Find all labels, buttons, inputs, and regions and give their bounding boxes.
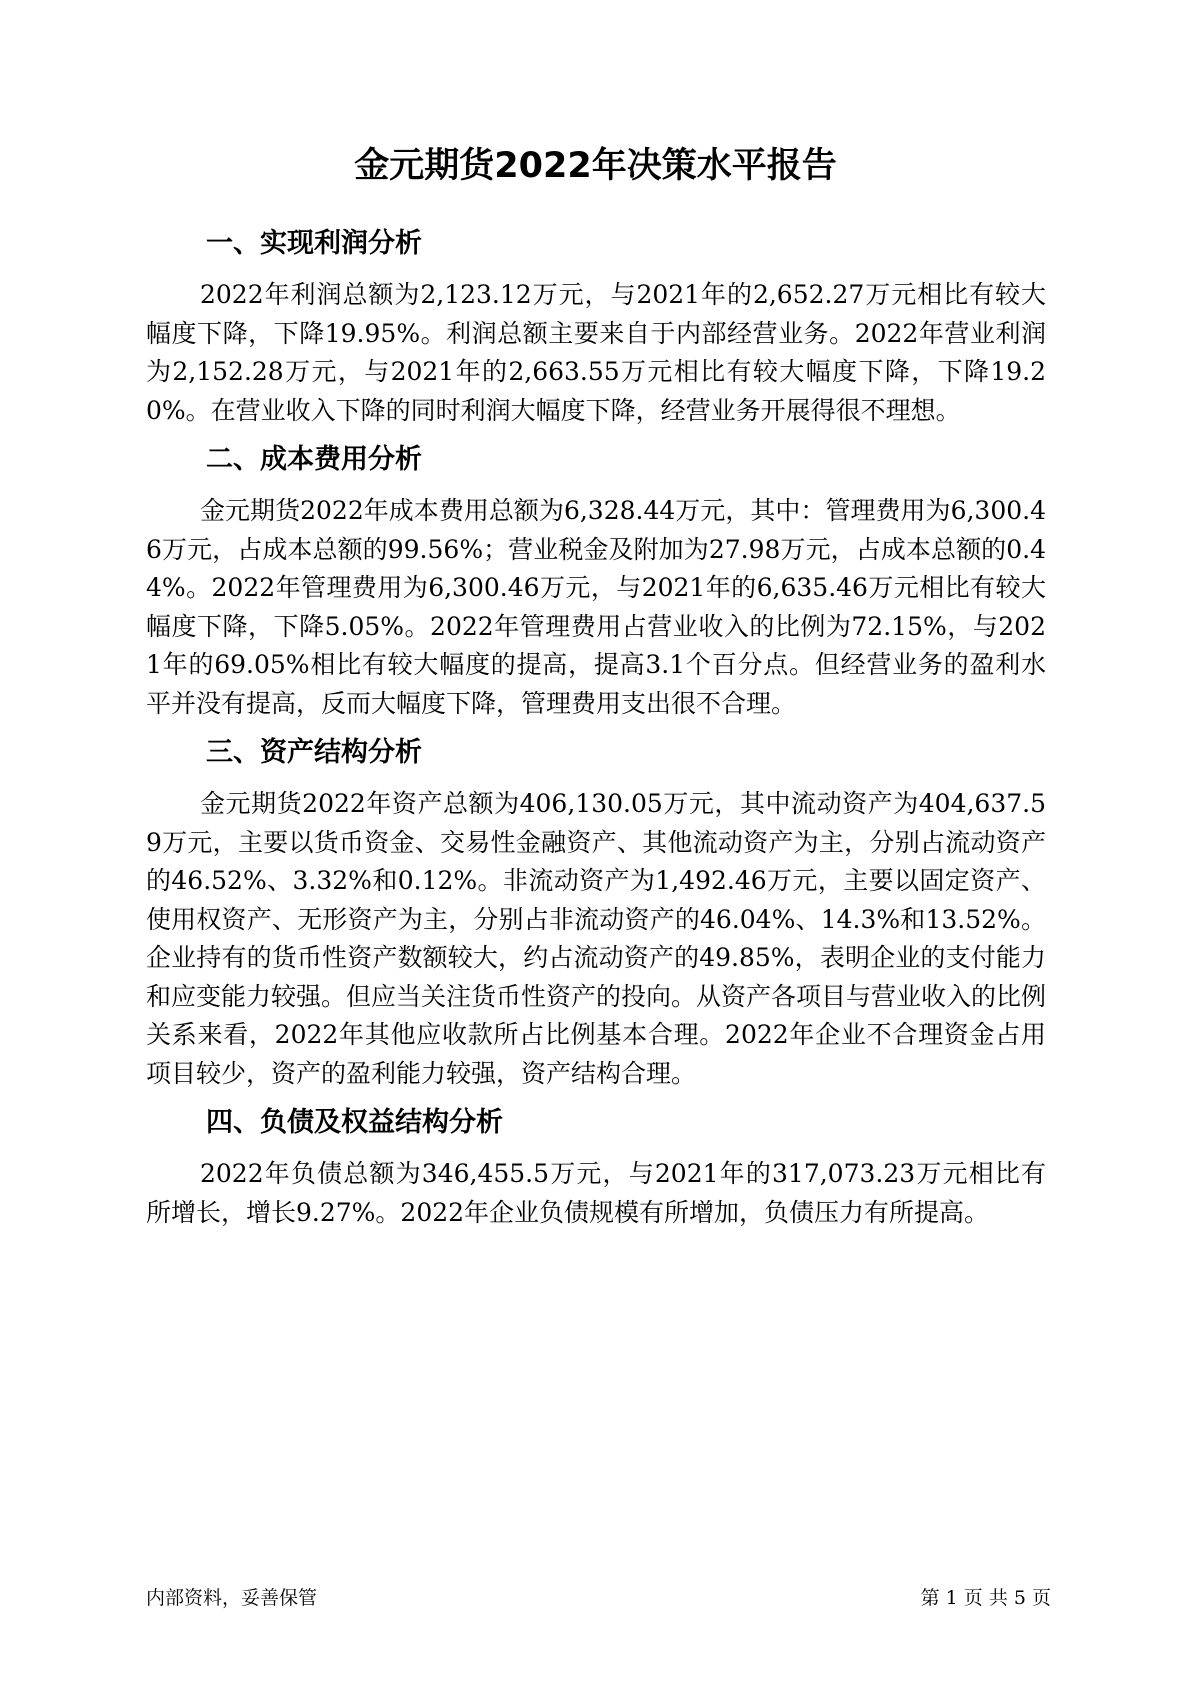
section-heading: 四、负债及权益结构分析 <box>206 1107 503 1138</box>
section-liabilities <box>146 1103 1046 1232</box>
section-heading: 三、资产结构分析 <box>206 737 422 768</box>
footer-page-number: 第 1 页 共 5 页 <box>920 1587 1051 1609</box>
page-title: 金元期货2022年决策水平报告 <box>354 146 837 186</box>
section-profit <box>146 224 1046 430</box>
section-cost <box>146 440 1046 723</box>
document-body <box>146 218 1046 1242</box>
section-heading: 一、实现利润分析 <box>206 228 422 259</box>
section-heading: 二、成本费用分析 <box>206 444 422 475</box>
section-assets <box>146 733 1046 1093</box>
section-paragraph: 金元期货2022年成本费用总额为6,328.44万元，其中：管理费用为6,300.46万元，占成本总额的99.56%；营业税金及附加为27.98万元，占成本总额的0.44%。2022年管理费用为6,300.46万元，与2021年的6,635.46万元相比有较大幅度下降，下降5.05%。2022年管理费用占营业收入的比例为72.15%，与2021年的69.05%相比有较大幅度的提高，提高3.1个百分点。但经营业务的盈利水平并没有提高，反而大幅度下降，管理费用支出很不合理。 <box>146 496 1046 718</box>
section-paragraph: 2022年利润总额为2,123.12万元，与2021年的2,652.27万元相比有较大幅度下降，下降19.95%。利润总额主要来自于内部经营业务。2022年营业利润为2,152.28万元，与2021年的2,663.55万元相比有较大幅度下降，下降19.20%。在营业收入下降的同时利润大幅度下降，经营业务开展得很不理想。 <box>146 280 1046 425</box>
footer-confidential-note: 内部资料，妥善保管 <box>146 1587 318 1609</box>
section-paragraph: 2022年负债总额为346,455.5万元，与2021年的317,073.23万元相比有所增长，增长9.27%。2022年企业负债规模有所增加，负债压力有所提高。 <box>146 1159 1046 1227</box>
section-paragraph: 金元期货2022年资产总额为406,130.05万元，其中流动资产为404,637.59万元，主要以货币资金、交易性金融资产、其他流动资产为主，分别占流动资产的46.52%、3.32%和0.12%。非流动资产为1,492.46万元，主要以固定资产、使用权资产、无形资产为主，分别占非流动资产的46.04%、14.3%和13.52%。企业持有的货币性资产数额较大，约占流动资产的49.85%，表明企业的支付能力和应变能力较强。但应当关注货币性资产的投向。从资产各项目与营业收入的比例关系来看，2022年其他应收款所占比例基本合理。2022年企业不合理资金占用项目较少，资产的盈利能力较强，资产结构合理。 <box>146 789 1047 1088</box>
